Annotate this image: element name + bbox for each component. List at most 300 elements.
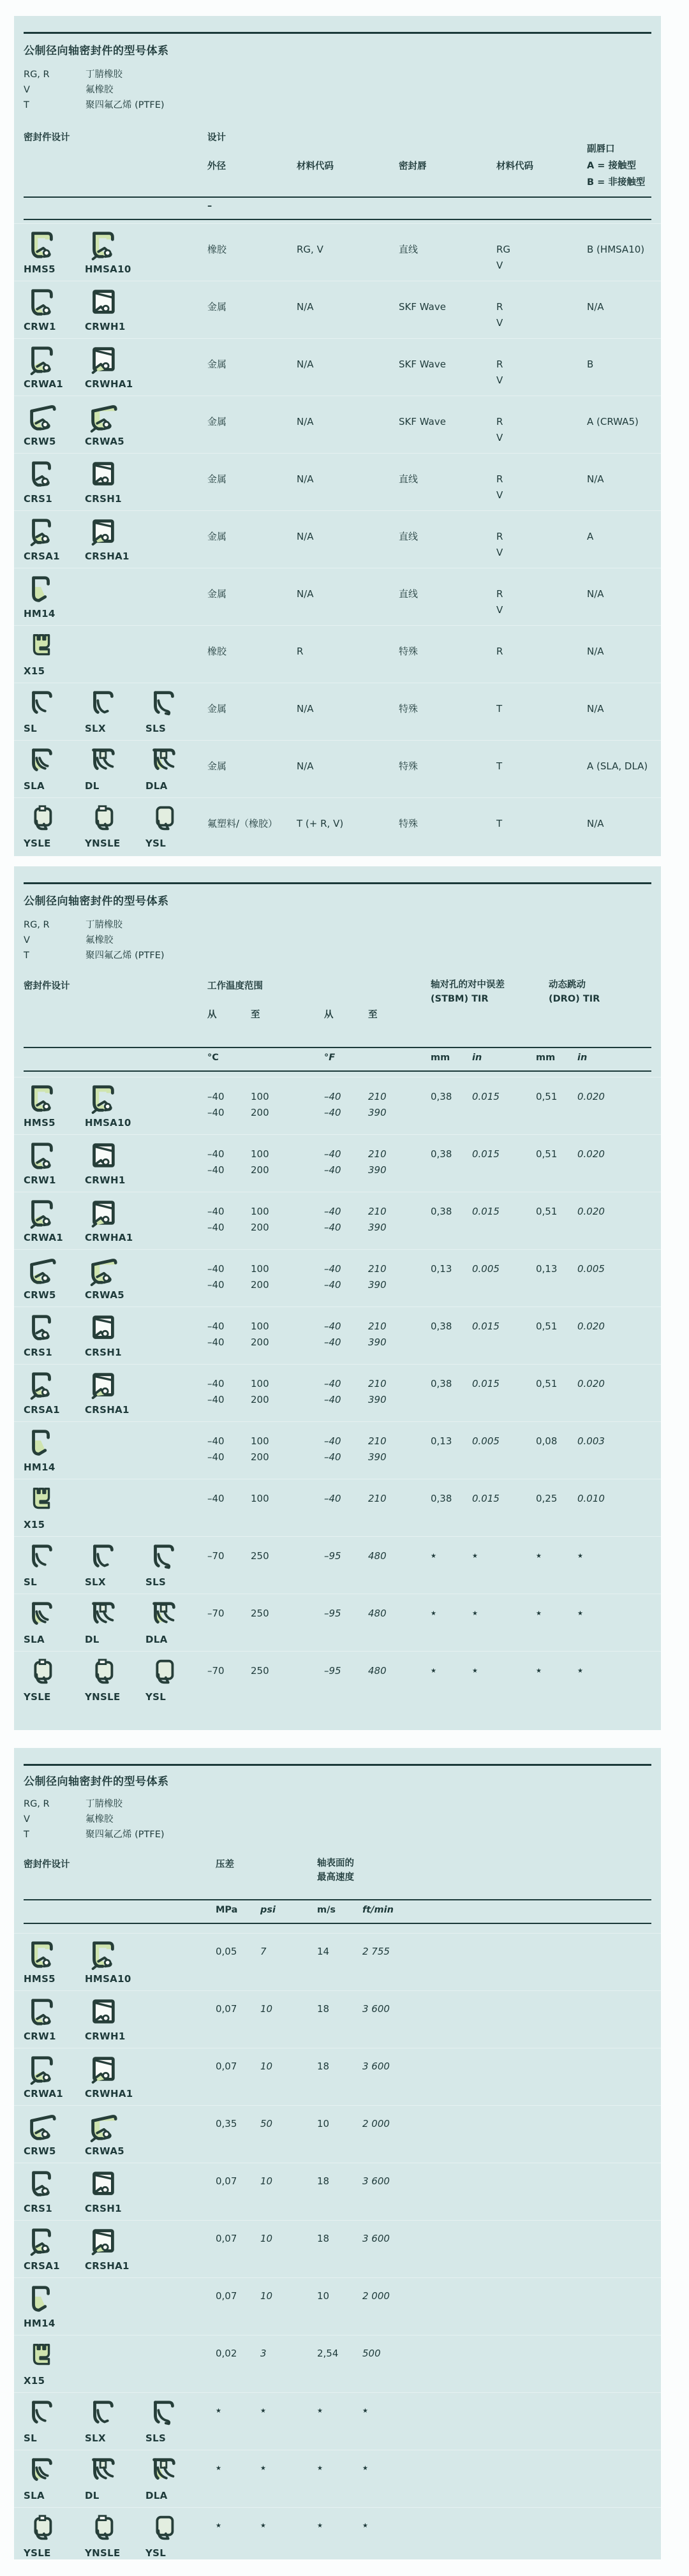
table-row: [14, 1479, 661, 1537]
cell-lip: SKF Wave: [399, 416, 446, 427]
seal-profile: [24, 2226, 84, 2272]
cell-psi: 10: [260, 2290, 273, 2302]
rule: [24, 1047, 651, 1048]
cassette-seal-plain-icon: [145, 2513, 181, 2545]
ptfe-auxlip-icon: [24, 2455, 59, 2487]
cell-dro_in: 0.020: [577, 1148, 605, 1160]
legend-code: RG, R: [24, 70, 50, 80]
legend-label: 氟橡胶: [85, 935, 114, 945]
seal-profile: [85, 459, 145, 505]
seal-profile-label: HMSA10: [85, 263, 131, 275]
cell-dro_mm: 0,51: [536, 1378, 558, 1389]
cell-dro_in: 0.020: [577, 1321, 605, 1332]
seal-profile: [24, 401, 84, 447]
cassette-seal-plain-icon: [145, 1657, 181, 1689]
seal-profile-label: CRWA1: [24, 378, 63, 390]
legend-item: [24, 917, 165, 933]
cell-ms: 2,54: [317, 2348, 339, 2359]
cell-aux: N/A: [587, 646, 604, 657]
column-header-to-c: 至: [251, 1010, 260, 1020]
seal-profile: [85, 401, 145, 447]
seal-profile: [24, 1083, 84, 1129]
rubber-seal-auxlip-icon: [85, 1939, 121, 1971]
seal-profile-label: YSL: [145, 2547, 167, 2559]
cell-ms: 18: [317, 2003, 330, 2015]
seal-profile: [85, 1657, 145, 1703]
legend-code: RG, R: [24, 920, 50, 930]
seal-profile-label: YNSLE: [85, 2547, 121, 2559]
rule: [24, 196, 651, 198]
seal-profile-label: CRSH1: [85, 493, 122, 505]
cell-from_f: –40 –40: [324, 1378, 341, 1405]
cell-from_f: –40 –40: [324, 1321, 341, 1348]
column-header-material-code: 材料代码: [297, 161, 334, 172]
ptfe-auxlip-icon: [24, 746, 59, 778]
boxed-case-seal-icon: [85, 1996, 121, 2028]
unit-mm: mm: [431, 1053, 450, 1063]
cell-dro_mm: ★: [536, 1668, 543, 1675]
seal-profile: [24, 1427, 84, 1473]
unit-ftmin: ft/min: [362, 1905, 394, 1915]
rule: [24, 1899, 651, 1900]
material-code-legend: [24, 917, 165, 963]
cell-od_code: N/A: [297, 703, 314, 714]
seal-profile-label: HMSA10: [85, 1973, 131, 1985]
seal-profile: [24, 344, 84, 390]
seal-profile: [24, 516, 84, 562]
cell-dro_mm: 0,51: [536, 1206, 558, 1217]
seal-profile: [85, 2168, 145, 2214]
ptfe-single-lip-x-icon: [85, 688, 121, 720]
cell-to_c: 100 200: [251, 1378, 269, 1405]
metal-case-seal-icon: [24, 2168, 59, 2200]
table-row: [14, 396, 661, 454]
boxed-case-auxlip-seal-icon: [85, 1370, 121, 1402]
legend-label: 聚四氟乙烯 (PTFE): [85, 1830, 165, 1840]
seal-profile: [24, 1939, 84, 1985]
cell-stbm_in: 0.015: [472, 1321, 500, 1332]
legend-item: [24, 948, 165, 963]
seal-profile: [85, 2226, 145, 2272]
stbm-subtitle: (STBM) TIR: [431, 994, 489, 1004]
cell-lip: 直线: [399, 244, 419, 255]
cell-od_code: N/A: [297, 416, 314, 427]
cell-aux: A (CRWA5): [587, 416, 639, 427]
cell-lip_code: T: [496, 703, 503, 714]
cell-dro_mm: 0,08: [536, 1435, 558, 1447]
ptfe-single-lip-spring-icon: [145, 1542, 181, 1574]
cell-to_c: 250: [251, 1665, 269, 1677]
seal-profile: [24, 1657, 84, 1703]
speed-title-2: 最高速度: [317, 1872, 354, 1883]
seal-profile: [85, 516, 145, 562]
cell-lip_code: T: [496, 760, 503, 772]
legend-code: T: [24, 1830, 29, 1840]
seal-profile-label: CRWHA1: [85, 1232, 133, 1243]
cell-mpa: 0,05: [216, 1946, 237, 1957]
cell-stbm_mm: 0,38: [431, 1378, 452, 1389]
boxed-case-seal-icon: [85, 286, 121, 318]
table-row: [14, 1594, 661, 1652]
cell-ms: 14: [317, 1946, 330, 1957]
cell-mpa: 0,35: [216, 2118, 237, 2129]
seal-profile: [24, 229, 84, 275]
legend-item: [24, 933, 165, 948]
cell-to_f: 210: [368, 1493, 387, 1504]
cell-from_f: –40 –40: [324, 1435, 341, 1463]
seal-profile: [24, 1996, 84, 2042]
cell-dro_mm: 0,51: [536, 1148, 558, 1160]
cell-ftmin: 3 600: [362, 2175, 390, 2187]
cell-stbm_in: 0.005: [472, 1435, 500, 1447]
units-dash: –: [207, 201, 212, 211]
seal-profile: [24, 2054, 84, 2099]
legend-label: 氟橡胶: [85, 1814, 114, 1825]
cell-ftmin: ★: [362, 2465, 369, 2472]
cell-ms: ★: [317, 2465, 324, 2472]
cell-from_c: –40 –40: [207, 1321, 225, 1348]
cell-to_c: 100 200: [251, 1206, 269, 1233]
cell-from_c: –70: [207, 1550, 225, 1562]
wide-wave-auxlip-seal-icon: [85, 1255, 121, 1287]
cell-psi: ★: [260, 2465, 267, 2472]
cell-lip_code: R V: [496, 416, 503, 443]
seal-profile-label: YSLE: [24, 2547, 51, 2559]
seal-profile-label: SL: [24, 723, 37, 734]
cell-aux: N/A: [587, 703, 604, 714]
cell-dro_mm: 0,13: [536, 1263, 558, 1275]
seal-profile: [85, 1599, 145, 1645]
seal-profile-label: CRSHA1: [85, 1404, 130, 1416]
seal-profile: [85, 1197, 145, 1243]
table-row: [14, 2220, 661, 2278]
cell-psi: ★: [260, 2408, 267, 2415]
unit-in: in: [472, 1053, 482, 1063]
column-header-seal-design: 密封件设计: [24, 981, 70, 991]
seal-profile: [24, 1140, 84, 1186]
cell-to_f: 210 390: [368, 1435, 387, 1463]
cell-ftmin: ★: [362, 2522, 369, 2529]
cell-to_f: 210 390: [368, 1148, 387, 1176]
cell-od: 金属: [207, 416, 227, 427]
cell-mpa: 0,07: [216, 2175, 237, 2187]
legend-code: T: [24, 100, 29, 110]
table-row: [14, 568, 661, 626]
cell-lip_code: RG V: [496, 244, 511, 271]
cell-lip: 特殊: [399, 703, 419, 714]
wide-wave-auxlip-seal-icon: [85, 401, 121, 433]
ptfe-double-lip-icon: [85, 746, 121, 778]
cassette-seal-icon: [24, 803, 59, 835]
cell-mpa: 0,07: [216, 2003, 237, 2015]
boxed-case-auxlip-seal-icon: [85, 516, 121, 548]
cell-aux: N/A: [587, 818, 604, 829]
boxed-case-seal-icon: [85, 1140, 121, 1172]
cell-od: 金属: [207, 703, 227, 714]
seal-profile: [85, 746, 145, 792]
table-row: [14, 2277, 661, 2335]
cell-lip_code: R: [496, 646, 503, 657]
table-row: [14, 510, 661, 568]
seal-profile-label: HMS5: [24, 1973, 56, 1985]
cell-to_f: 210 390: [368, 1378, 387, 1405]
cell-lip: 直线: [399, 531, 419, 542]
seal-profile: [24, 574, 84, 619]
cell-ms: 18: [317, 2233, 330, 2244]
seal-profile-label: CRWA5: [85, 2145, 124, 2157]
cell-from_c: –70: [207, 1665, 225, 1677]
seal-profile: [85, 2513, 145, 2559]
cell-psi: 3: [260, 2348, 267, 2359]
ptfe-double-lip-auxlip-icon: [145, 746, 181, 778]
seal-profile: [145, 688, 205, 734]
ptfe-single-lip-x-icon: [85, 2398, 121, 2430]
seal-profile-label: CRWH1: [85, 1174, 126, 1186]
cell-from_c: –40 –40: [207, 1148, 225, 1176]
seal-profile-label: YSL: [145, 838, 167, 849]
cell-mpa: ★: [216, 2408, 223, 2415]
legend-item: [24, 98, 165, 113]
cell-ftmin: ★: [362, 2408, 369, 2415]
cell-aux: A (SLA, DLA): [587, 760, 648, 772]
cell-stbm_in: 0.005: [472, 1263, 500, 1275]
wide-wave-auxlip-seal-icon: [85, 2111, 121, 2143]
cell-from_f: –40 –40: [324, 1091, 341, 1118]
cell-stbm_mm: 0,38: [431, 1091, 452, 1102]
seal-profile: [24, 1484, 84, 1530]
column-header-aux-lip: [587, 141, 645, 191]
seal-profile: [145, 1599, 205, 1645]
table-row: [14, 683, 661, 741]
legend-code: T: [24, 951, 29, 961]
rule: [24, 1070, 651, 1072]
cell-dro_in: 0.010: [577, 1493, 605, 1504]
seal-profile-label: X15: [24, 2375, 45, 2387]
seal-profile: [24, 746, 84, 792]
cell-from_f: –95: [324, 1550, 341, 1562]
rule: [24, 882, 651, 884]
seal-profile-label: CRW5: [24, 1289, 56, 1301]
seal-profile-label: HM14: [24, 2318, 56, 2329]
legend-item: [24, 67, 165, 82]
cell-od_code: N/A: [297, 473, 314, 485]
ptfe-auxlip-icon: [24, 1599, 59, 1631]
column-header-material-code-2: 材料代码: [496, 161, 533, 172]
cell-dro_mm: 0,51: [536, 1321, 558, 1332]
cell-ftmin: 2 000: [362, 2290, 390, 2302]
seal-profile-label: DL: [85, 780, 100, 792]
rubber-seal-auxlip-icon: [85, 229, 121, 261]
cell-stbm_mm: ★: [431, 1668, 438, 1675]
legend-label: 氟橡胶: [85, 85, 114, 95]
seal-profile: [85, 1255, 145, 1301]
unit-mm-2: mm: [536, 1053, 556, 1063]
table-title: 公制径向轴密封件的型号体系: [24, 1775, 169, 1788]
seal-profile-label: CRSA1: [24, 1404, 60, 1416]
cell-from_c: –70: [207, 1608, 225, 1619]
cell-mpa: 0,07: [216, 2233, 237, 2244]
seal-profile-label: X15: [24, 665, 45, 677]
cell-stbm_in: 0.015: [472, 1493, 500, 1504]
cell-stbm_mm: 0,13: [431, 1435, 452, 1447]
cell-to_c: 100 200: [251, 1263, 269, 1291]
rule: [24, 1923, 651, 1924]
seal-profile: [24, 1312, 84, 1358]
seal-profile: [85, 344, 145, 390]
comb-vring-seal-icon: [24, 1484, 59, 1516]
cell-lip_code: T: [496, 818, 503, 829]
column-header-od: 外径: [207, 161, 226, 172]
cell-ms: 10: [317, 2290, 330, 2302]
seal-profile-label: SLX: [85, 723, 106, 734]
seal-profile-label: CRS1: [24, 1347, 52, 1358]
cell-od: 金属: [207, 359, 227, 370]
legend-label: 丁腈橡胶: [85, 1799, 122, 1809]
cell-stbm_in: ★: [472, 1553, 479, 1560]
cell-from_f: –95: [324, 1608, 341, 1619]
seal-profile-label: CRS1: [24, 493, 52, 505]
metal-case-auxlip-seal-icon: [24, 2226, 59, 2258]
cassette-seal-plain-icon: [145, 803, 181, 835]
cell-ftmin: 500: [362, 2348, 381, 2359]
metal-case-seal-icon: [24, 459, 59, 491]
cell-lip: SKF Wave: [399, 359, 446, 370]
column-group-stbm: [431, 978, 505, 1006]
cell-to_f: 480: [368, 1550, 387, 1562]
unit-celsius: °C: [207, 1053, 219, 1063]
cell-to_f: 210 390: [368, 1321, 387, 1348]
cell-dro_in: 0.005: [577, 1263, 605, 1275]
seal-profile: [24, 286, 84, 332]
cassette-seal-icon: [24, 2513, 59, 2545]
cell-aux: N/A: [587, 301, 604, 313]
cell-od_code: N/A: [297, 301, 314, 313]
cell-to_f: 210 390: [368, 1263, 387, 1291]
cell-psi: 10: [260, 2233, 273, 2244]
boxed-case-auxlip-seal-icon: [85, 2054, 121, 2085]
aux-lip-noncontact: B = 非接触型: [587, 177, 646, 188]
seal-profile: [85, 688, 145, 734]
seal-profile: [24, 803, 84, 849]
ptfe-double-lip-icon: [85, 2455, 121, 2487]
column-header-from-c: 从: [207, 1010, 217, 1020]
seal-profile-label: YSLE: [24, 838, 51, 849]
cell-to_c: 100 200: [251, 1435, 269, 1463]
seal-profile-label: CRWA1: [24, 1232, 63, 1243]
table-row: [14, 453, 661, 511]
cell-from_c: –40 –40: [207, 1206, 225, 1233]
wide-wave-seal-icon: [24, 401, 59, 433]
legend-item: [24, 82, 165, 98]
metal-case-seal-icon: [24, 1140, 59, 1172]
cell-dro_mm: ★: [536, 1553, 543, 1560]
cell-lip_code: R V: [496, 531, 503, 558]
metric-seal-designation-table-2: [14, 866, 661, 1730]
cell-ftmin: 2 755: [362, 1946, 390, 1957]
seal-profile: [24, 2455, 84, 2501]
cell-lip_code: R V: [496, 359, 503, 386]
cell-lip_code: R V: [496, 588, 503, 616]
table-row: [14, 281, 661, 339]
aux-lip-title: 副唇口: [587, 144, 615, 154]
seal-profile: [24, 1255, 84, 1301]
seal-profile: [85, 2455, 145, 2501]
seal-profile-label: SLX: [85, 2432, 106, 2444]
cell-stbm_in: 0.015: [472, 1378, 500, 1389]
seal-profile-label: CRWHA1: [85, 378, 133, 390]
seal-profile-label: CRWH1: [85, 2031, 126, 2042]
cell-dro_in: 0.020: [577, 1091, 605, 1102]
ptfe-double-lip-icon: [85, 1599, 121, 1631]
legend-code: V: [24, 85, 30, 95]
table-row: [14, 2048, 661, 2106]
cell-lip: 特殊: [399, 818, 419, 829]
table-row: [14, 1192, 661, 1250]
cell-mpa: 0,07: [216, 2061, 237, 2072]
seal-profile-label: HMSA10: [85, 1117, 131, 1129]
legend-label: 丁腈橡胶: [85, 920, 122, 930]
cell-from_c: –40 –40: [207, 1091, 225, 1118]
seal-profile-label: SLX: [85, 1576, 106, 1588]
ptfe-single-lip-icon: [24, 688, 59, 720]
seal-profile: [85, 2398, 145, 2444]
boxed-case-seal-icon: [85, 459, 121, 491]
seal-profile-label: CRW1: [24, 321, 56, 332]
seal-profile: [85, 2054, 145, 2099]
cell-to_c: 100 200: [251, 1091, 269, 1118]
metal-case-auxlip-seal-icon: [24, 516, 59, 548]
seal-profile: [85, 229, 145, 275]
seal-profile: [24, 1599, 84, 1645]
seal-profile-label: SLA: [24, 2490, 45, 2501]
seal-profile: [24, 2283, 84, 2329]
seal-profile-label: CRWHA1: [85, 2088, 133, 2099]
metal-case-seal-icon: [24, 1312, 59, 1344]
stbm-title: 轴对孔的对中误差: [431, 980, 505, 990]
table-title: 公制径向轴密封件的型号体系: [24, 45, 169, 57]
cell-dro_mm: ★: [536, 1610, 543, 1617]
cassette-seal-icon: [24, 1657, 59, 1689]
table-row: [14, 2163, 661, 2221]
seal-profile-label: CRWA5: [85, 1289, 124, 1301]
aux-lip-contact: A = 接触型: [587, 161, 636, 171]
cell-od_code: T (+ R, V): [297, 818, 344, 829]
seal-profile-label: CRSHA1: [85, 2260, 130, 2272]
seal-profile-label: HMS5: [24, 1117, 56, 1129]
table-row: [14, 2507, 661, 2565]
cell-od_code: N/A: [297, 359, 314, 370]
cell-from_f: –95: [324, 1665, 341, 1677]
seal-profile: [24, 2168, 84, 2214]
table-row: [14, 2450, 661, 2508]
cell-od: 橡胶: [207, 244, 227, 255]
table-row: [14, 1364, 661, 1422]
cell-from_c: –40: [207, 1493, 225, 1504]
seal-profile: [85, 1370, 145, 1416]
table-row: [14, 1651, 661, 1709]
cell-stbm_mm: 0,38: [431, 1321, 452, 1332]
column-group-temp-range: 工作温度范围: [207, 981, 263, 991]
column-header-from-f: 从: [324, 1010, 334, 1020]
seal-profile-label: DL: [85, 1634, 100, 1645]
legend-label: 丁腈橡胶: [85, 70, 122, 80]
cell-to_c: 250: [251, 1608, 269, 1619]
cell-ms: 10: [317, 2118, 330, 2129]
seal-profile: [24, 459, 84, 505]
seal-profile-label: SLS: [145, 2432, 167, 2444]
seal-profile-label: CRW1: [24, 1174, 56, 1186]
cell-from_f: –40 –40: [324, 1263, 341, 1291]
